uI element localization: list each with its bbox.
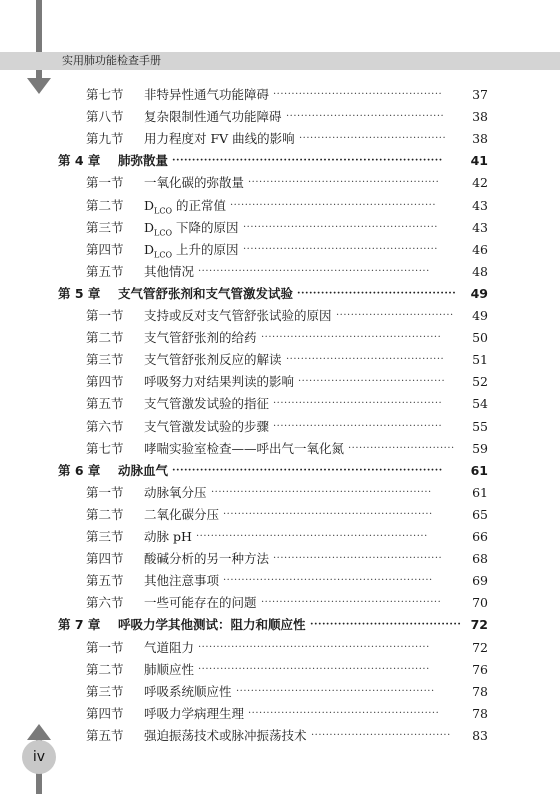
toc-leader-dots: ······························································· [198,641,430,653]
toc-leader-dots: ·············································· [273,398,443,410]
toc-label: 第二节 [86,506,124,522]
toc-section-row[interactable] [0,327,560,349]
toc-label: 第五节 [86,573,124,589]
toc-title: 用力程度对 FV 曲线的影响 [144,131,295,147]
toc-leader-dots: ·············································· [273,420,443,432]
toc-label: 第七节 [86,87,124,102]
toc-section-row[interactable] [0,195,560,217]
toc-title: 二氧化碳分压 [144,506,220,522]
toc-label: 第三节 [86,352,124,368]
toc-page-number: 48 [472,263,488,279]
toc-leader-dots: ···································································· [172,464,443,476]
toc-label: 第四节 [86,241,124,257]
toc-leader-dots: ········································ [298,376,446,388]
toc-title: 支气管舒张剂的给药 [144,330,257,346]
toc-title: 其他情况 [144,263,195,279]
toc-label: 第六节 [86,418,124,434]
toc-title: 复杂限制性通气功能障碍 [144,109,282,125]
up-arrow-icon [27,724,51,740]
toc-page-number: 42 [472,175,488,191]
toc-leader-dots: ······························································· [198,265,430,277]
toc-page-number: 54 [472,396,488,412]
toc-title: 支持或反对支气管舒张试验的原因 [144,308,332,323]
toc-page-number: 38 [472,109,488,125]
toc-section-row[interactable] [0,261,560,283]
toc-section-row[interactable] [0,438,560,460]
toc-section-row[interactable] [0,570,560,592]
toc-page-number: 50 [472,330,488,346]
toc-title: 强迫振荡技术或脉冲振荡技术 [144,727,307,743]
toc-page-number: 43 [472,219,488,235]
toc-label: 第三节 [86,219,124,235]
toc-label: 第五节 [86,727,124,743]
toc-title-subscript: LCO [154,228,173,238]
toc-leader-dots: ······································ [311,729,451,741]
toc-title: 动脉 pH [144,529,192,544]
toc-title-main: D [144,241,155,257]
toc-leader-dots: ········································ [297,287,457,299]
toc-page-number: 52 [472,374,488,390]
toc-section-row[interactable] [0,526,560,548]
toc-section-row[interactable] [0,681,560,703]
toc-section-row[interactable] [0,393,560,415]
toc-section-row[interactable] [0,349,560,371]
toc-section-row[interactable] [0,416,560,438]
toc-section-row[interactable] [0,106,560,128]
toc-label: 第 4 章 [58,153,101,169]
toc-section-row[interactable] [0,217,560,239]
toc-leader-dots: ········································ [299,133,447,145]
toc-leader-dots: ····················································· [243,243,438,255]
toc-leader-dots: ························································· [223,575,433,587]
toc-leader-dots: ····························· [348,442,455,454]
book-title: 实用肺功能检查手册 [62,54,161,67]
toc-title: 动脉氧分压 [144,484,207,500]
toc-leader-dots: ························································· [223,508,433,520]
toc-section-row[interactable] [0,725,560,747]
toc-section-row[interactable] [0,239,560,261]
toc-leader-dots: ···························································· [211,486,432,498]
toc-page-number: 37 [472,87,488,102]
toc-page-number: 83 [472,727,488,743]
toc-page-number: 43 [472,197,488,213]
toc-title: 动脉血气 [118,462,169,478]
toc-title: 气道阻力 [144,639,195,655]
toc-title: 支气管舒张剂和支气管激发试验 [118,285,294,301]
toc-section-row[interactable] [0,637,560,659]
toc-title-subscript: LCO [154,206,173,215]
toc-label: 第一节 [86,639,124,655]
toc-leader-dots: ······························································· [198,663,430,675]
toc-page-number: 68 [472,551,488,567]
toc-leader-dots: ······················································ [236,685,435,697]
toc-label: 第二节 [86,330,124,346]
toc-page-number: 69 [472,573,488,589]
toc-leader-dots: ··········································· [286,111,445,123]
toc-title: 呼吸系统顺应性 [144,683,232,699]
toc-section-row[interactable] [0,592,560,614]
toc-chapter-row[interactable] [0,460,560,482]
toc-title: 其他注意事项 [144,573,220,589]
toc-page-number: 49 [470,285,488,301]
toc-page-number: 49 [472,308,488,323]
toc-label: 第六节 [86,595,124,611]
toc-label: 第五节 [86,396,124,412]
toc-section-row[interactable] [0,84,560,106]
toc-section-row[interactable] [0,172,560,194]
toc-label: 第一节 [86,484,124,500]
toc-title: 支气管激发试验的步骤 [144,418,270,434]
toc-chapter-row[interactable] [0,614,560,636]
toc-title-rest: 下降的原因 [172,219,239,235]
toc-title: 支气管激发试验的指征 [144,396,270,412]
toc-title: 一氧化碳的弥散量 [144,175,245,191]
toc-title: 呼吸力学病理生理 [144,705,245,721]
toc-title-subscript: LCO [154,250,173,260]
toc-page-number: 51 [472,352,488,368]
toc-label: 第三节 [86,529,124,544]
toc-label: 第 5 章 [58,285,101,301]
toc-page-number: 61 [470,462,488,478]
toc-section-row[interactable] [0,703,560,725]
toc-leader-dots: ······································ [310,619,462,631]
toc-page-number: 61 [472,484,488,500]
toc-title: 非特异性通气功能障碍 [144,87,270,102]
toc-label: 第一节 [86,308,124,323]
toc-leader-dots: ···················································· [248,707,440,719]
toc-section-row[interactable] [0,482,560,504]
toc-label: 第一节 [86,175,124,191]
toc-page-number: 78 [472,683,488,699]
toc-section-row[interactable] [0,128,560,150]
toc-page-number: 72 [470,617,488,633]
toc-leader-dots: ·············································· [273,89,443,100]
page-number: iv [22,740,56,774]
toc-leader-dots: ···················································· [248,177,440,189]
toc-section-row[interactable] [0,371,560,393]
toc-page-number: 66 [472,529,488,544]
toc-leader-dots: ······························································· [196,531,428,542]
toc-title: 酸碱分析的另一种方法 [144,551,270,567]
toc-chapter-row[interactable] [0,283,560,305]
toc-label: 第四节 [86,374,124,390]
toc-title: 呼吸力学其他测试：阻力和顺应性 [118,617,306,633]
toc-label: 第二节 [86,197,124,213]
toc-title-rest: 的正常值 [172,197,227,213]
toc-label: 第四节 [86,705,124,721]
toc-title: 肺顺应性 [144,661,195,677]
toc-label: 第 7 章 [58,617,101,633]
toc-title: 呼吸努力对结果判读的影响 [144,374,295,390]
toc-title-main: D [144,197,155,213]
toc-page-number: 78 [472,705,488,721]
toc-label: 第八节 [86,109,124,125]
toc-leader-dots: ····················································· [243,221,438,233]
toc-leader-dots: ················································· [261,332,442,344]
toc-label: 第五节 [86,263,124,279]
toc-leader-dots: ··········································· [286,354,445,366]
toc-label: 第二节 [86,661,124,677]
toc-title-rest: 上升的原因 [172,241,239,257]
toc-title-main: D [144,219,155,235]
toc-page-number: 55 [472,418,488,434]
toc-title: 哮喘实验室检查——呼出气一氧化氮 [144,440,345,456]
toc-label: 第 6 章 [58,462,101,478]
toc-label: 第三节 [86,683,124,699]
toc-page-number: 38 [472,131,488,147]
toc-page-number: 76 [472,661,488,677]
toc-page-number: 70 [472,595,488,611]
toc-leader-dots: ························································ [230,199,437,211]
toc-page-number: 72 [472,639,488,655]
toc-leader-dots: ································ [336,310,454,321]
toc-section-row[interactable] [0,504,560,526]
toc-page-number: 65 [472,506,488,522]
toc-title: 一些可能存在的问题 [144,595,257,611]
toc-label: 第九节 [86,131,124,147]
toc-title: 肺弥散量 [118,153,169,169]
toc-leader-dots: ·············································· [273,553,443,565]
toc-leader-dots: ················································· [261,597,442,609]
toc-label: 第七节 [86,440,124,456]
toc-section-row[interactable] [0,305,560,327]
toc-leader-dots: ···································································· [172,155,443,167]
toc-title: 支气管舒张剂反应的解读 [144,352,282,368]
toc-section-row[interactable] [0,548,560,570]
toc-page-number: 59 [472,440,488,456]
toc-chapter-row[interactable] [0,150,560,172]
toc-page-number: 41 [470,153,488,169]
toc-section-row[interactable] [0,659,560,681]
toc-page-number: 46 [472,241,488,257]
toc-label: 第四节 [86,551,124,567]
